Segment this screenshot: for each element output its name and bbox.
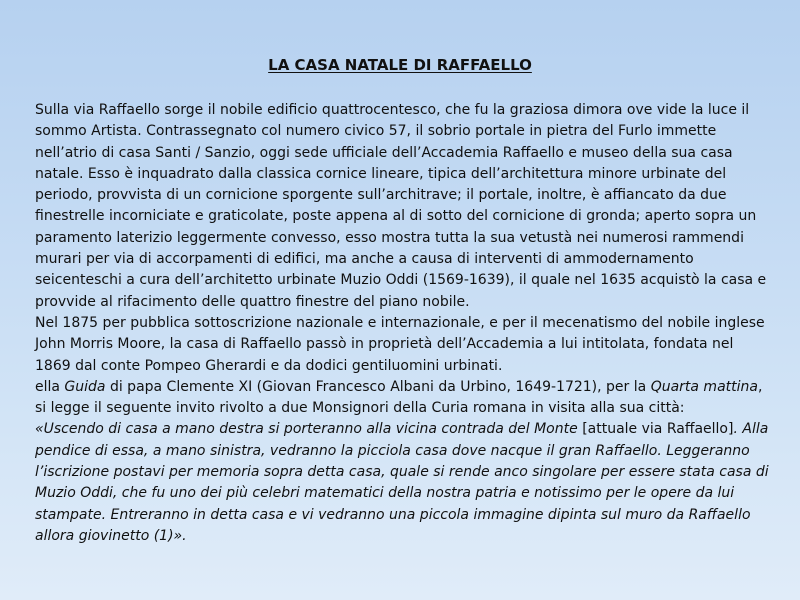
body-text bbox=[35, 100, 770, 547]
quote-text-2: . Alla pendice di essa, a mano sinistra, vedranno la picciola casa dove nacque il gran Raffaello. Leggeranno l’iscrizione postavi per memoria sopra detta casa, quale si rende anco singolare per essere stata casa di Muzio Oddi, che fu uno dei più celebri matematici della nostra patria e notissimo per le opere da lui stampate. Entreranno in detta casa e vi vedranno una piccola immagine dipinta sul muro da Raffaello allora giovinetto (1)». bbox=[35, 421, 769, 544]
paragraph-accademia-history: Nel 1875 per pubblica sottoscrizione nazionale e internazionale, e per il mecenatismo del nobile inglese John Morris Moore, la casa di Raffaello passò in proprietà dell’Accademia a lui intitolata, fondata nel 1869 dal conte Pompeo Gherardi e da dodici gentiluomini urbinati. bbox=[35, 314, 765, 374]
quote-text-1: «Uscendo di casa a mano destra si porteranno alla vicina contrada del Monte bbox=[35, 421, 583, 438]
quarta-mattina-title: Quarta mattina bbox=[650, 378, 758, 395]
paragraph-guida-intro bbox=[35, 377, 770, 420]
guida-intro-text-3: , si legge il seguente invito rivolto a due Monsignori della Curia romana in visita alla sua città: bbox=[35, 378, 763, 417]
guida-intro-text-1: ella bbox=[35, 378, 65, 395]
quote-editorial-note: [attuale via Raffaello] bbox=[582, 421, 734, 438]
guida-title: Guida bbox=[64, 378, 106, 395]
quotation bbox=[35, 419, 770, 547]
guida-intro-text-2: di papa Clemente XI (Giovan Francesco Albani da Urbino, 1649-1721), per la bbox=[105, 378, 651, 395]
slide-title: LA CASA NATALE DI RAFFAELLO bbox=[268, 56, 532, 74]
paragraph-casa-description: Sulla via Raffaello sorge il nobile edificio quattrocentesco, che fu la graziosa dimora ove vide la luce il sommo Artista. Contrassegnato col numero civico 57, il sobrio portale in pietra del Furlo immette nell’atrio di casa Santi / Sanzio, oggi sede ufficiale dell’Accademia Raffaello e museo della sua casa natale. Esso è inquadrato dalla classica cornice lineare, tipica dell’architettura minore urbinate del periodo, provvista di un cornicione sporgente sull’architrave; il portale, inoltre, è affiancato da due finestrelle incorniciate e graticolate, poste appena al di sotto del cornicione di gronda; aperto sopra un paramento laterizio leggermente convesso, esso mostra tutta la sua vetustà nei numerosi rammendi murari per via di accorpamenti di edifici, ma anche a causa di interventi di ammodernamento seicenteschi a cura dell’architetto urbinate Muzio Oddi (1569-1639), il quale nel 1635 acquistò la casa e provvide al rifacimento delle quattro finestre del piano nobile. bbox=[35, 102, 767, 310]
